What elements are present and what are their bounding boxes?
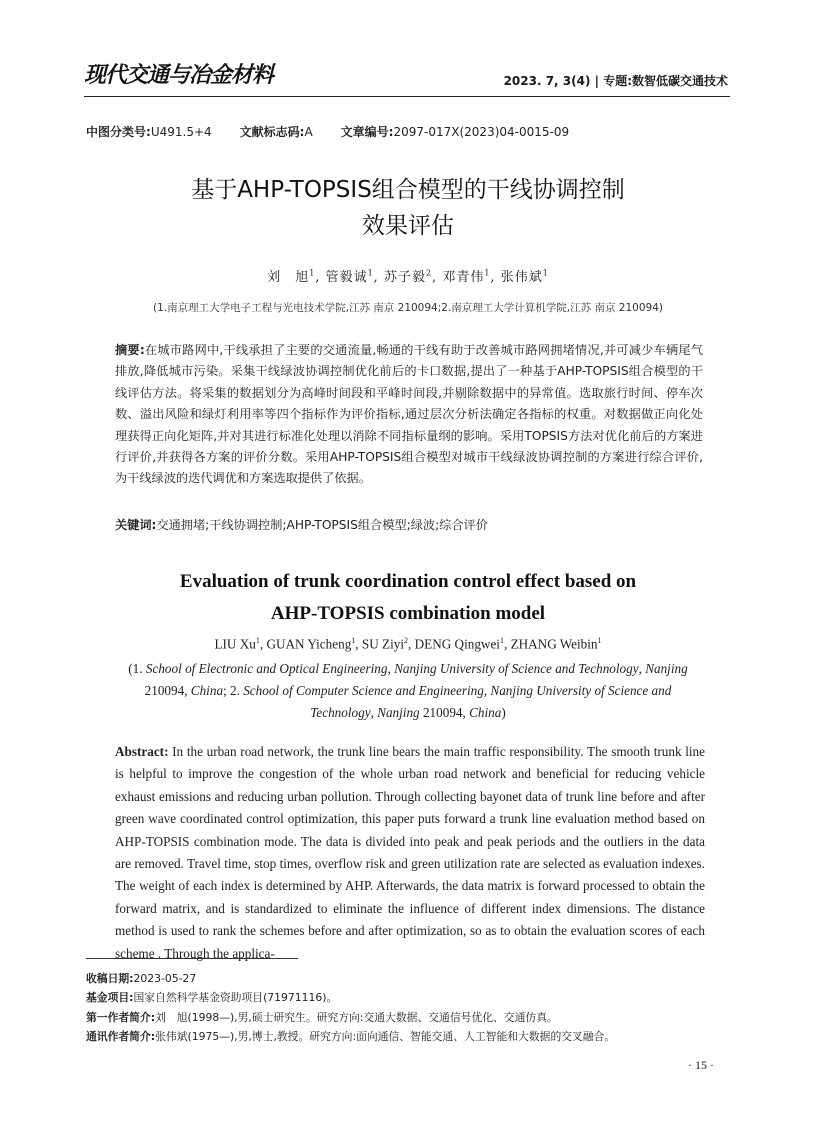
footnote-value: 国家自然科学基金资助项目(71971116)。 [133,991,338,1005]
affil-en-part: 210094, [419,705,470,720]
affil-en-city1: Nanjing [645,661,688,676]
author-sup: 1 [597,636,602,645]
affiliation-en [116,658,700,724]
affil-en-inst2: School of Computer Science and Engineering, Nanjing University of Science and Technology [243,683,672,720]
author-cn: 刘 旭 [267,270,310,285]
header-rule [84,96,730,97]
author-sup: 1 [367,268,374,278]
keywords-cn-text: 交通拥堵;干线协调控制;AHP-TOPSIS组合模型;绿波;综合评价 [156,518,488,532]
author-sup: 1 [499,636,504,645]
author-en: ZHANG Weibin [510,636,598,652]
footnote-received [86,969,615,988]
journal-logo: 现代交通与冶金材料 [84,62,274,88]
abstract-cn-text: 在城市路网中,干线承担了主要的交通流量,畅通的干线有助于改善城市路网拥堵情况,并可减少车辆尾气排放,降低城市污染。采集干线绿波协调控制优化前后的卡口数据,提出了一种基于AHP-TOPSIS组合模型的干线评估方法。将采集的数据划分为高峰时间段和平峰时间段,并剔除数据中的异常值。选取旅行时间、停车次数、溢出风险和绿灯利用率等四个指标作为评价指标,通过层次分析法确定各指标的权重。对数据做正向化处理获得正向化矩阵,并对其进行标准化处理以消除不同指标量纲的影响。采用TOPSIS方法对优化前后的方案进行评价,并获得各方案的评价分数。采用AHP-TOPSIS组合模型对城市干线绿波协调控制的方案进行综合评价,为干线绿波的迭代调优和方案选取提供了依据。 [115,343,704,486]
footnote-value: 张伟斌(1975—),男,博士,教授。研究方向:面向通信、智能交通、人工智能和大数据的交叉融合。 [155,1029,616,1043]
footnote-first-author [86,1008,615,1027]
affil-en-inst1: School of Electronic and Optical Engineering, Nanjing University of Science and Technology [145,661,639,676]
author-sup: 1 [484,268,491,278]
issue-info: 2023. 7, 3(4) | 专题:数智低碳交通技术 [503,74,728,88]
doc-code-value: A [304,125,313,139]
abstract-cn [115,340,703,490]
footnote-label: 通讯作者简介: [86,1029,156,1043]
title-cn-line1: 基于AHP-TOPSIS组合模型的干线协调控制 [191,177,625,203]
page-number: · 15 · [688,1058,714,1072]
footnote-label: 第一作者简介: [86,1010,156,1024]
title-en [0,566,816,630]
author-en: DENG Qingwei [414,636,500,652]
author-cn: 管毅诚 [325,270,368,285]
authors-en: LIU Xu$^1$, GUAN Yicheng$^1$, SU Ziyi$^2$, DENG Qingwei$^1$, ZHANG Weibin$^1$ [214,636,602,652]
abstract-en-text: In the urban road network, the trunk line bears the main traffic responsibility. The smooth trunk line is helpful to improve the congestion of the whole urban road network and beneficial for reducing vehicle exhaust emissions and reducing urban pollution. Through collecting bayonet data of trunk line before and after green wave coordinated control optimization, this paper puts forward a trunk line evaluation method based on AHP-TOPSIS combination mode. The data is divided into peak and peak periods and the outliers in the data are removed. Travel time, stop times, overflow risk and green utilization rate are selected as evaluation indexes. The weight of each index is determined by AHP. Afterwards, the data matrix is forward processed to obtain the forward matrix, and is standardized to eliminate the influence of different index dimensions. The distance method is used to rank the schemes before and after optimization, so as to obtain the evaluation scores of each scheme . Through the applica- [115,744,706,961]
author-en: SU Ziyi [361,636,405,652]
title-en-line1: Evaluation of trunk coordination control effect based on [179,571,637,592]
author-sup: 1 [309,268,316,278]
keywords-cn [115,515,703,536]
author-en: GUAN Yicheng [266,636,352,652]
author-en: LIU Xu [214,636,256,652]
affil-en-part: ) [501,705,506,720]
footnote-value: 2023-05-27 [133,972,197,985]
footnote-label: 收稿日期: [86,972,134,985]
affil-en-city2: Nanjing [377,705,420,720]
author-cn: 苏子毅 [383,270,426,285]
title-cn-line2: 效果评估 [362,213,454,239]
footnote-value: 刘 旭(1998—),男,硕士研究生。研究方向:交通大数据、交通信号优化、交通仿真。 [155,1010,558,1024]
author-sup: 1 [542,268,549,278]
affil-en-part: (1. [128,661,146,676]
affil-en-part: ; 2. [223,683,244,698]
author-cn: 张伟斌 [500,270,543,285]
affil-en-part: , [370,705,378,720]
author-sup: 1 [351,636,356,645]
footnote-rule [86,958,298,959]
author-cn: 邓青伟 [442,270,485,285]
classification-line [86,123,569,140]
footnote-corresponding-author [86,1027,615,1046]
footnote-label: 基金项目: [86,991,134,1005]
affil-en-country1: China [190,683,224,698]
article-no-label: 文章编号: [340,125,394,139]
affil-en-part: 210094, [144,683,191,698]
author-sup: 1 [255,636,260,645]
affil-en-country2: China [469,705,502,720]
author-sup: 2 [425,268,433,278]
abstract-cn-label: 摘要: [115,343,145,357]
footnotes [86,969,615,1046]
footnote-fund [86,988,615,1007]
authors-cn: 刘 旭$^1$, 管毅诚$^1$, 苏子毅$^2$, 邓青伟$^1$, 张伟斌$^1$ [267,268,549,285]
article-no-value: 2097-017X(2023)04-0015-09 [393,125,570,139]
keywords-cn-label: 关键词: [115,518,157,532]
abstract-en [115,741,705,965]
title-en-line2: AHP-TOPSIS combination model [270,603,546,624]
clc-value: U491.5+4 [150,125,212,139]
affiliation-cn: (1.南京理工大学电子工程与光电技术学院,江苏 南京 210094;2.南京理工大学计算机学院,江苏 南京 210094) [153,302,663,314]
author-sup: 2 [404,636,409,645]
clc-label: 中图分类号: [86,125,151,139]
abstract-en-label: Abstract: [115,744,169,759]
doc-code-label: 文献标志码: [239,125,305,139]
affil-en-part: , [638,661,646,676]
